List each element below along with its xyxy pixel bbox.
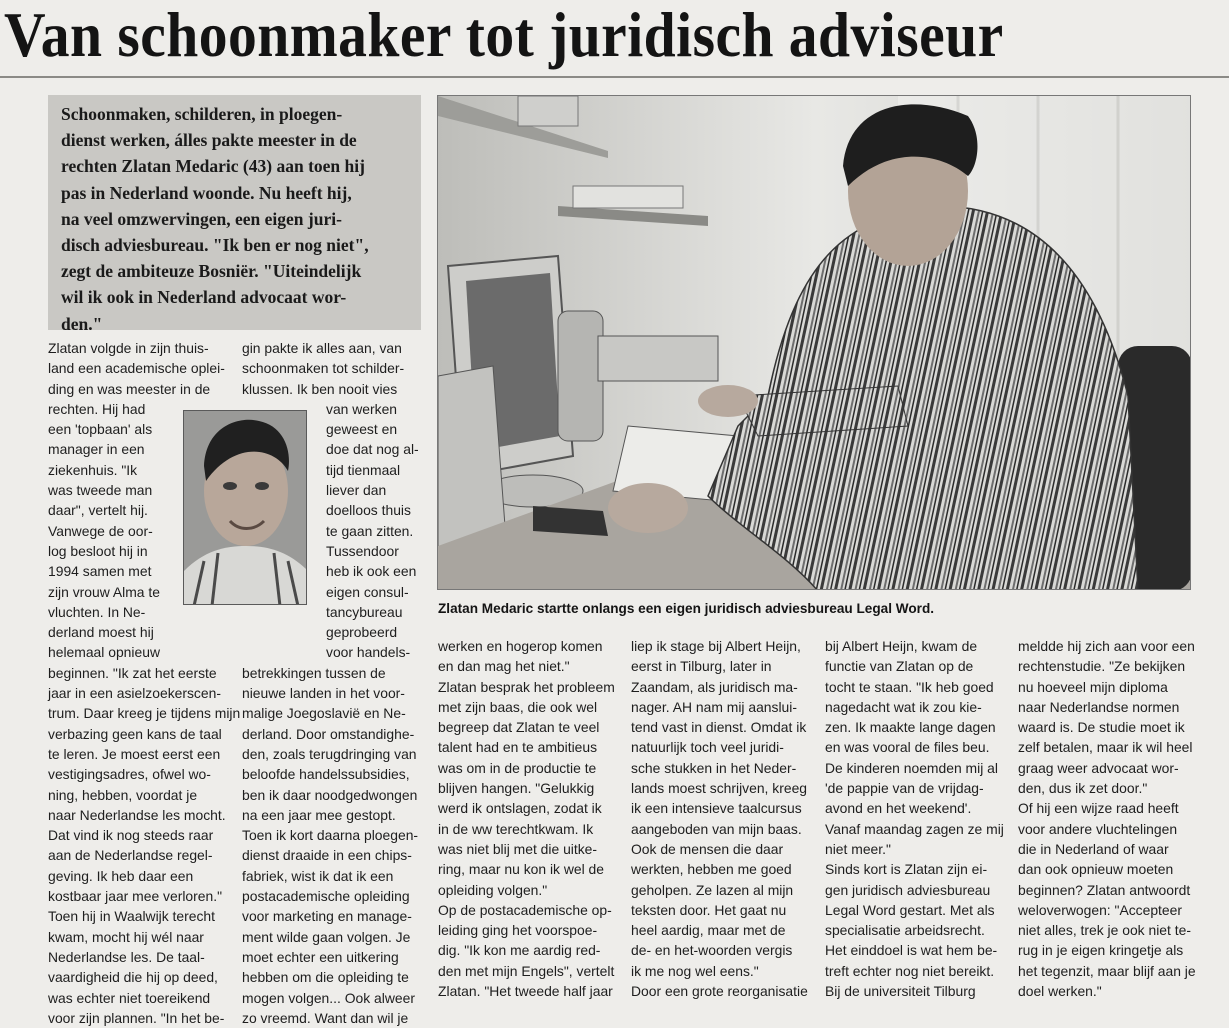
lead-line: dienst werken, álles pakte meester in de — [61, 130, 357, 151]
text-line: zo vreemd. Want dan wil je — [242, 1009, 409, 1026]
lead-line: den." — [61, 313, 103, 334]
text-line: Het einddoel is wat hem be- — [825, 942, 998, 959]
text-line: die in Nederland of waar — [1018, 840, 1169, 857]
text-line: natuurlijk toch veel juridi- — [631, 739, 784, 756]
text-line: met zijn baas, die ook wel — [438, 698, 598, 715]
main-photo — [437, 95, 1191, 590]
text-line: de- en het-woorden vergis — [631, 942, 793, 959]
text-line: was tweede man — [48, 482, 153, 499]
lead-line: zegt de ambiteuze Bosniër. "Uiteindelijk — [61, 261, 362, 282]
text-line: Zaandam, als juridisch ma- — [631, 678, 798, 695]
headline: Van schoonmaker tot juridisch adviseur — [4, 0, 1004, 70]
text-line: liep ik stage bij Albert Heijn, — [631, 638, 801, 654]
text-line: Dat vind ik nog steeds raar — [48, 827, 214, 844]
text-line: ik een intensieve taalcursus — [631, 800, 802, 817]
text-line: Sinds kort is Zlatan zijn ei- — [825, 861, 988, 878]
text-line: vaardigheid die hij op deed, — [48, 969, 218, 986]
text-line: verbazing geen kans de taal — [48, 725, 222, 742]
text-line: beloofde handelssubsidies, — [242, 766, 410, 783]
text-line: zijn vrouw Alma te — [48, 583, 160, 600]
text-line: geprobeerd — [326, 624, 398, 641]
text-line: gin pakte ik alles aan, van — [242, 340, 402, 356]
text-line: geving. Ik heb daar een — [48, 867, 194, 884]
lead-line: Schoonmaken, schilderen, in ploegen- — [61, 104, 343, 124]
photo-caption: Zlatan Medaric startte onlangs een eigen juridisch adviesbureau Legal Word. — [438, 601, 935, 616]
text-line: was om in de productie te — [438, 759, 597, 776]
text-line: Nederlandse les. De taal- — [48, 948, 205, 965]
text-line: den met mijn Engels", vertelt — [438, 962, 615, 979]
text-line: lands moest schrijven, kreeg — [631, 780, 808, 797]
text-line: bij Albert Heijn, kwam de — [825, 638, 978, 654]
text-line: geholpen. Ze lazen al mijn — [631, 881, 794, 898]
text-line: rechten. Hij had — [48, 400, 146, 417]
text-line: Door een grote reorganisatie — [631, 983, 808, 1000]
text-line: ziekenhuis. "Ik — [48, 461, 138, 478]
text-line: dig. "Ik kon me aardig red- — [438, 942, 601, 959]
text-line: leiding ging het voorspoe- — [438, 922, 598, 939]
text-line: niet alles, trek je ook niet te- — [1018, 922, 1191, 939]
text-line: nieuwe landen in het voor- — [242, 685, 405, 702]
text-line: den, zoals terugdringing van — [242, 745, 417, 762]
article-column-5 — [825, 636, 1010, 1001]
text-line: log besloot hij in — [48, 542, 148, 559]
text-line: voor zijn plannen. "In het be- — [48, 1009, 225, 1026]
text-line: manager in een — [48, 441, 145, 458]
text-line: en dan mag het niet." — [438, 658, 570, 675]
text-line: moet echter een uitkering — [242, 948, 399, 965]
text-line: doel werken." — [1018, 983, 1102, 1000]
text-line: opleiding volgen." — [438, 881, 548, 898]
text-line: dienst draaide in een chips- — [242, 847, 412, 864]
text-line: den, dus ik zet door." — [1018, 780, 1148, 797]
text-line: Ook de mensen die daar — [631, 840, 784, 857]
text-line: gen juridisch adviesbureau — [825, 881, 991, 898]
text-line: naar Nederlandse les mocht. — [48, 806, 226, 823]
text-line: fabriek, wist ik dat ik een — [242, 867, 394, 884]
text-line: land een academische oplei- — [48, 360, 225, 377]
text-line: een 'topbaan' als — [48, 421, 153, 438]
text-line: in de ww terechtkwam. Ik — [438, 820, 594, 837]
text-line: van werken — [326, 400, 398, 417]
text-line: het tegenzit, maar blijf aan je — [1018, 962, 1196, 979]
text-line: ning, hebben, voordat je — [48, 786, 198, 803]
text-line: doe dat nog al- — [326, 441, 419, 458]
text-line: heb ik ook een — [326, 563, 417, 580]
text-line: heel aardig, maar met de — [631, 922, 786, 939]
text-line: nu hoeveel mijn diploma — [1018, 678, 1168, 695]
text-line: mogen volgen... Ook alweer — [242, 989, 415, 1006]
text-line: naar Nederlandse normen — [1018, 698, 1180, 715]
text-line: Toen ik kort daarna ploegen- — [242, 827, 419, 844]
lead-line: na veel omzwervingen, een eigen juri- — [61, 208, 342, 229]
text-line: begreep dat Zlatan te veel — [438, 719, 600, 736]
text-line: tocht te staan. "Ik heb goed — [825, 678, 994, 695]
text-line: eerst in Tilburg, later in — [631, 658, 772, 675]
text-line: niet meer." — [825, 840, 891, 857]
text-line: doelloos thuis — [326, 502, 411, 519]
text-line: Zlatan volgde in zijn thuis- — [48, 340, 209, 356]
text-line: specialisatie arbeidsrecht. — [825, 922, 985, 939]
text-line: postacademische opleiding — [242, 888, 410, 905]
text-line: was niet blij met die uitke- — [438, 840, 598, 857]
text-line: geweest en — [326, 421, 398, 438]
article-column-3 — [438, 636, 623, 1001]
text-line: graag weer advocaat wor- — [1018, 759, 1179, 776]
text-line: ding en was meester in de — [48, 380, 211, 397]
text-line: nagedacht wat ik zou kie- — [825, 698, 982, 715]
text-line: aan de Nederlandse regel- — [48, 847, 213, 864]
text-line: en was vooral de files beu. — [825, 739, 990, 756]
text-line: voor andere vluchtelingen — [1018, 820, 1178, 837]
office-scene-illustration — [438, 96, 1191, 590]
text-line: ik me nog wel eens." — [631, 962, 759, 979]
text-line: kostbaar jaar mee verloren." — [48, 888, 223, 905]
text-line: beginnen. "Ik zat het eerste — [48, 664, 217, 681]
text-line: Of hij een wijze raad heeft — [1018, 800, 1179, 817]
text-line: nager. AH nam mij aanslui- — [631, 698, 797, 715]
lead-paragraph — [48, 95, 421, 334]
text-line: rug in je eigen kringetje als — [1018, 942, 1184, 959]
text-line: avond en het weekend'. — [825, 800, 972, 817]
text-line: blijven hangen. "Gelukkig — [438, 780, 595, 797]
text-line: was echter niet toereikend — [48, 989, 211, 1006]
text-line: derland moest hij — [48, 624, 154, 641]
text-line: vestigingsadres, ofwel wo- — [48, 766, 211, 783]
text-line: kwam, mocht hij wél naar — [48, 928, 204, 945]
text-line: teksten door. Het gaat nu — [631, 901, 787, 918]
article-column-2 — [242, 338, 427, 1028]
text-line: te gaan zitten. — [326, 522, 414, 539]
article-column-6 — [1018, 636, 1223, 1001]
text-line: daar", vertelt hij. — [48, 502, 148, 519]
text-line: hebben om die opleiding te — [242, 969, 409, 986]
text-line: schoonmaken tot schilder- — [242, 360, 405, 377]
text-line: Vanwege de oor- — [48, 522, 153, 539]
text-line: ben ik daar noodgedwongen — [242, 786, 418, 803]
text-line: Tussendoor — [326, 542, 399, 559]
text-line: tend vast in dienst. Omdat ik — [631, 719, 807, 736]
lead-line: wil ik ook in Nederland advocaat wor- — [61, 287, 347, 308]
text-line: eigen consul- — [326, 583, 409, 600]
text-line: klussen. Ik ben nooit vies — [242, 380, 398, 397]
text-line: vluchten. In Ne- — [48, 603, 146, 620]
text-line: betrekkingen tussen de — [242, 664, 386, 681]
text-line: aangeboden van mijn baas. — [631, 820, 802, 837]
text-line: na een jaar mee gestopt. — [242, 806, 396, 823]
text-line: Legal Word gestart. Met als — [825, 901, 995, 918]
lead-line: pas in Nederland woonde. Nu heeft hij, — [61, 182, 352, 203]
text-line: beginnen? Zlatan antwoordt — [1018, 881, 1191, 898]
text-line: Vanaf maandag zagen ze mij — [825, 820, 1004, 837]
article-column-1 — [48, 338, 241, 1028]
text-line: meldde hij zich aan voor een — [1018, 638, 1195, 654]
text-line: jaar in een asielzoekerscen- — [48, 685, 221, 702]
text-line: De kinderen noemden mij al — [825, 759, 998, 776]
text-line: talent had en te ambitieus — [438, 739, 598, 756]
text-line: Bij de universiteit Tilburg — [825, 983, 976, 1000]
text-line: Toen hij in Waalwijk terecht — [48, 908, 216, 925]
text-line: Op de postacademische op- — [438, 901, 612, 918]
text-line: zen. Ik maakte lange dagen — [825, 719, 996, 736]
text-line: functie van Zlatan op de — [825, 658, 974, 675]
text-line: ment wilde gaan volgen. Je — [242, 928, 411, 945]
text-line: 'de pappie van de vrijdag- — [825, 780, 984, 797]
text-line: werken en hogerop komen — [438, 638, 603, 654]
text-line: werkten, hebben me goed — [631, 861, 792, 878]
text-line: voor marketing en manage- — [242, 908, 412, 925]
text-line: malige Joegoslavië en Ne- — [242, 705, 406, 722]
text-line: rechtenstudie. "Ze bekijken — [1018, 658, 1186, 675]
text-line: ring, maar nu kon ik wel de — [438, 861, 604, 878]
text-line: dan ook opnieuw moeten — [1018, 861, 1174, 878]
text-line: te leren. Je moest eerst een — [48, 745, 221, 762]
text-line: sche stukken in het Neder- — [631, 759, 797, 776]
text-line: Zlatan. "Het tweede half jaar — [438, 983, 613, 1000]
text-line: voor handels- — [326, 644, 411, 661]
text-line: werd ik ontslagen, zodat ik — [438, 800, 602, 817]
headline-rule — [0, 76, 1229, 78]
text-line: Zlatan besprak het probleem — [438, 678, 615, 695]
text-line: liever dan — [326, 482, 387, 499]
text-line: waard is. De studie moet ik — [1018, 719, 1185, 736]
text-line: helemaal opnieuw — [48, 644, 160, 661]
text-line: tijd tienmaal — [326, 461, 401, 478]
text-line: derland. Door omstandighe- — [242, 725, 415, 742]
lead-line: disch adviesbureau. "Ik ben er nog niet", — [61, 235, 369, 256]
lead-line: rechten Zlatan Medaric (43) aan toen hij — [61, 156, 365, 177]
text-line: weloverwogen: "Accepteer — [1018, 901, 1182, 918]
text-line: treft echter nog niet bereikt. — [825, 962, 995, 979]
text-line: 1994 samen met — [48, 563, 152, 580]
text-line: zelf betalen, maar ik wil heel — [1018, 739, 1193, 756]
text-line: tancybureau — [326, 603, 403, 620]
text-line: trum. Daar kreeg je tijdens mijn — [48, 705, 241, 722]
article-column-4 — [631, 636, 816, 1001]
